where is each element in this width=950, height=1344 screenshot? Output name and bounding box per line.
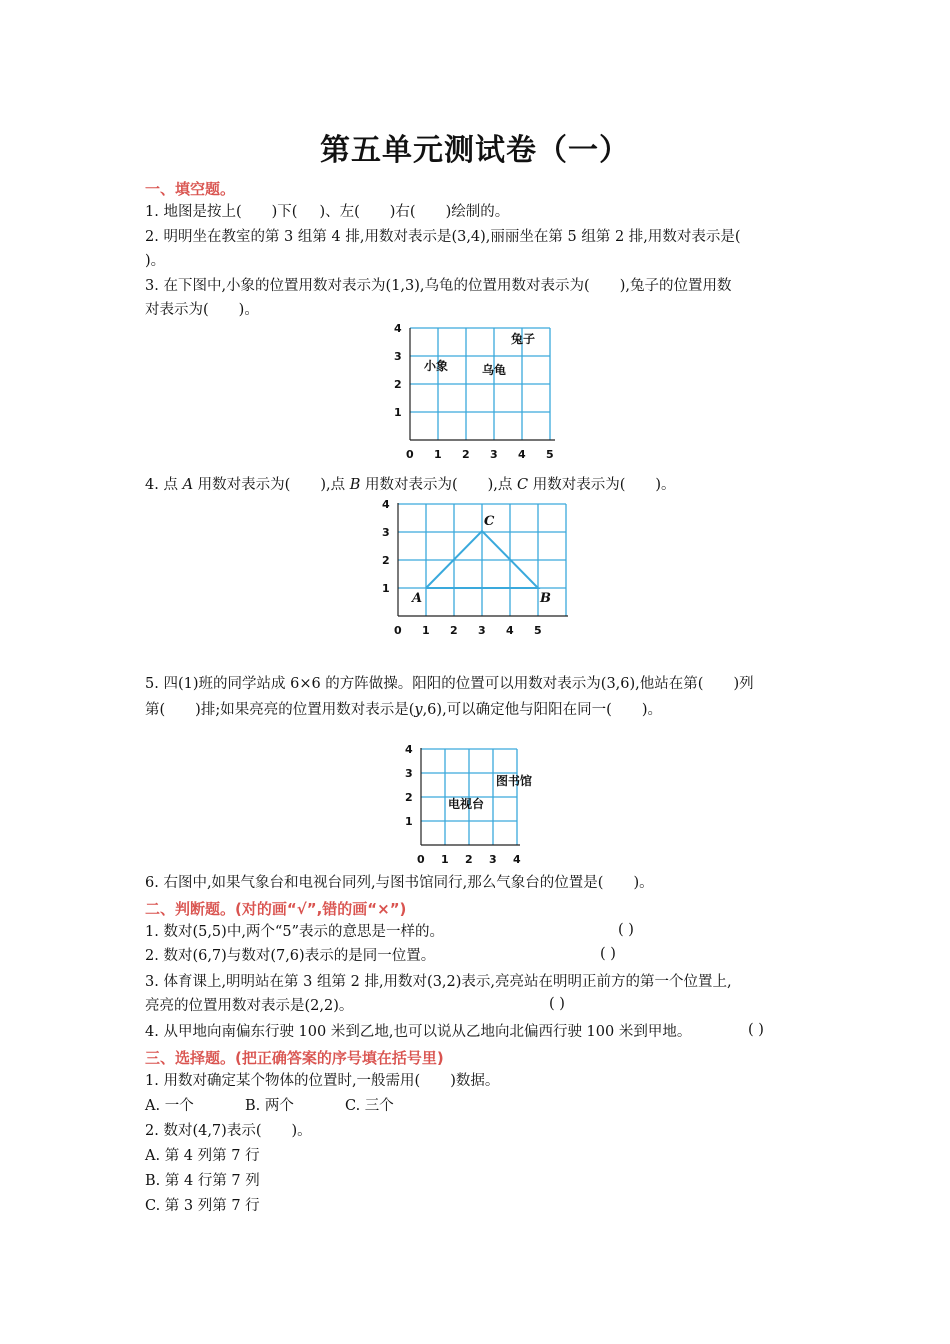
question-6 — [145, 873, 654, 893]
fig3-x-tick-3: 3 — [489, 853, 497, 865]
fig1-x-tick-0: 0 — [406, 448, 414, 461]
question-2-cont — [145, 251, 165, 271]
judge-item-1 — [145, 922, 444, 942]
figure-2-grid — [372, 494, 572, 639]
choice-1-text-b: )数据。 — [450, 1073, 500, 1089]
fig3-x-tick-4: 4 — [513, 853, 521, 865]
choice-2-text-a: 2. 数对(4,7)表示( — [145, 1123, 262, 1139]
q1-text-d: )右( — [389, 204, 416, 220]
judge-1-text: 1. 数对(5,5)中,两个“5”表示的意思是一样的。 — [145, 924, 444, 940]
fig1-label-rabbit: 兔子 — [511, 332, 536, 346]
fig1-y-tick-4: 4 — [394, 322, 402, 335]
fig1-label-turtle: 乌龟 — [482, 363, 507, 377]
section-judge-heading: 二、判断题。(对的画“√”,错的画“×”) — [145, 900, 407, 918]
q1-text-a: 1. 地图是按上( — [145, 204, 242, 220]
fig2-x-tick-2: 2 — [450, 624, 458, 637]
fig3-y-tick-2: 2 — [405, 791, 413, 804]
question-2 — [145, 227, 741, 247]
q5-var-y: y — [414, 702, 423, 718]
q3-text-a: 3. 在下图中,小象的位置用数对表示为(1,3),乌龟的位置用数对表示为( — [145, 278, 590, 294]
question-4 — [145, 475, 676, 495]
judge-item-3 — [145, 972, 732, 992]
judge-4-text: 4. 从甲地向南偏东行驶 100 米到乙地,也可以说从乙地向北偏西行驶 100 米到甲地。 — [145, 1024, 692, 1040]
q3-text-b: ),兔子的位置用数 — [619, 278, 732, 294]
fig1-label-elephant: 小象 — [424, 359, 449, 373]
judge-3-text2: 亮亮的位置用数对表示是(2,2)。 — [145, 998, 354, 1014]
q4-point-b: B — [349, 477, 361, 493]
fig3-x-tick-1: 1 — [441, 853, 449, 865]
q5-text-c: 第( — [145, 702, 166, 718]
fig3-y-tick-4: 4 — [405, 743, 413, 756]
choice-question-2 — [145, 1121, 312, 1141]
fig1-x-tick-1: 1 — [434, 448, 442, 461]
fig2-y-tick-2: 2 — [382, 554, 390, 567]
judge-item-2 — [145, 946, 435, 966]
q4-text-d: 用数对表示为( — [360, 477, 458, 493]
q4-text-e: ),点 — [487, 477, 518, 493]
choice-1-option-a[interactable]: A. 一个 — [145, 1098, 194, 1114]
fig2-x-tick-0: 0 — [394, 624, 402, 637]
page-title: 第五单元测试卷（一） — [320, 133, 630, 168]
judge-item-3-cont — [145, 996, 353, 1016]
q4-text-f: 用数对表示为( — [528, 477, 626, 493]
figure-1-grid — [385, 318, 565, 463]
q4-text-a: 4. 点 — [145, 477, 183, 493]
fig2-x-tick-1: 1 — [422, 624, 430, 637]
q4-text-g: )。 — [655, 477, 676, 493]
q1-text-b: )下( — [271, 204, 298, 220]
fig1-x-tick-3: 3 — [490, 448, 498, 461]
q1-text-c: )、左( — [319, 204, 360, 220]
q4-text-c: ),点 — [320, 477, 350, 493]
choice-2-text-b: )。 — [291, 1123, 312, 1139]
figure-3-grid — [400, 740, 550, 865]
choice-2-option-c[interactable]: C. 第 3 列第 7 行 — [145, 1198, 260, 1214]
judge-2-paren[interactable]: ( ) — [600, 946, 616, 962]
judge-4-paren[interactable]: ( ) — [748, 1022, 764, 1038]
fig3-x-tick-0: 0 — [417, 853, 425, 865]
fig2-y-tick-4: 4 — [382, 498, 390, 511]
fig2-point-c: C — [484, 514, 495, 529]
choice-question-1 — [145, 1071, 499, 1091]
choice-1-options — [145, 1096, 394, 1116]
judge-1-paren[interactable]: ( ) — [618, 922, 634, 938]
choice-1-option-c[interactable]: C. 三个 — [345, 1098, 394, 1114]
fig2-point-a: A — [412, 591, 423, 606]
choice-2-option-a[interactable]: A. 第 4 列第 7 行 — [145, 1148, 260, 1164]
question-5 — [145, 674, 754, 694]
judge-3-paren[interactable]: ( ) — [549, 996, 565, 1012]
q4-point-a: A — [182, 477, 194, 493]
question-1 — [145, 202, 509, 222]
q2-line2: )。 — [145, 253, 166, 269]
fig2-y-tick-3: 3 — [382, 526, 390, 539]
fig2-x-tick-5: 5 — [534, 624, 542, 637]
q5-text-b: )列 — [733, 676, 754, 692]
choice-2-option-b[interactable]: B. 第 4 行第 7 列 — [145, 1173, 260, 1189]
q3-text-d: )。 — [238, 302, 259, 318]
fig3-x-tick-2: 2 — [465, 853, 473, 865]
q5-text-f: )。 — [641, 702, 663, 718]
section-fill-heading: 一、填空题。 — [145, 180, 236, 198]
q5-text-e: ,6),可以确定他与阳阳在同一( — [422, 702, 612, 718]
fig2-y-tick-1: 1 — [382, 582, 390, 595]
judge-3-text: 3. 体育课上,明明站在第 3 组第 2 排,用数对(3,2)表示,亮亮站在明明正前方的第一个位置上, — [145, 974, 732, 990]
q1-text-e: )绘制的。 — [445, 204, 510, 220]
fig1-y-tick-3: 3 — [394, 350, 402, 363]
question-5-cont — [145, 700, 662, 720]
fig3-y-tick-3: 3 — [405, 767, 413, 780]
fig1-y-tick-2: 2 — [394, 378, 402, 391]
fig1-x-tick-4: 4 — [518, 448, 526, 461]
q3-text-c: 对表示为( — [145, 302, 209, 318]
section-choice-heading: 三、选择题。(把正确答案的序号填在括号里) — [145, 1049, 444, 1067]
q5-text-a: 5. 四(1)班的同学站成 6×6 的方阵做操。阳阳的位置可以用数对表示为(3,6),他站在第( — [145, 676, 704, 692]
q2-line1: 2. 明明坐在教室的第 3 组第 4 排,用数对表示是(3,4),丽丽坐在第 5 组第 2 排,用数对表示是( — [145, 229, 741, 245]
judge-item-4 — [145, 1022, 691, 1042]
fig2-x-tick-3: 3 — [478, 624, 486, 637]
fig3-label-library: 图书馆 — [496, 774, 533, 788]
fig3-label-tv: 电视台 — [448, 797, 485, 811]
q5-text-d: )排;如果亮亮的位置用数对表示是( — [195, 702, 415, 718]
judge-2-text: 2. 数对(6,7)与数对(7,6)表示的是同一位置。 — [145, 948, 436, 964]
question-3 — [145, 276, 731, 296]
fig1-x-tick-2: 2 — [462, 448, 470, 461]
fig1-x-tick-5: 5 — [546, 448, 554, 461]
q6-text-b: )。 — [633, 875, 654, 891]
fig3-y-tick-1: 1 — [405, 815, 413, 828]
fig1-y-tick-1: 1 — [394, 406, 402, 419]
choice-1-text-a: 1. 用数对确定某个物体的位置时,一般需用( — [145, 1073, 421, 1089]
fig2-x-tick-4: 4 — [506, 624, 514, 637]
choice-1-option-b[interactable]: B. 两个 — [245, 1098, 294, 1114]
q4-point-c: C — [517, 477, 529, 493]
fig2-point-b: B — [540, 591, 551, 606]
question-3-cont — [145, 300, 259, 320]
q6-text-a: 6. 右图中,如果气象台和电视台同列,与图书馆同行,那么气象台的位置是( — [145, 875, 604, 891]
q4-text-b: 用数对表示为( — [193, 477, 291, 493]
